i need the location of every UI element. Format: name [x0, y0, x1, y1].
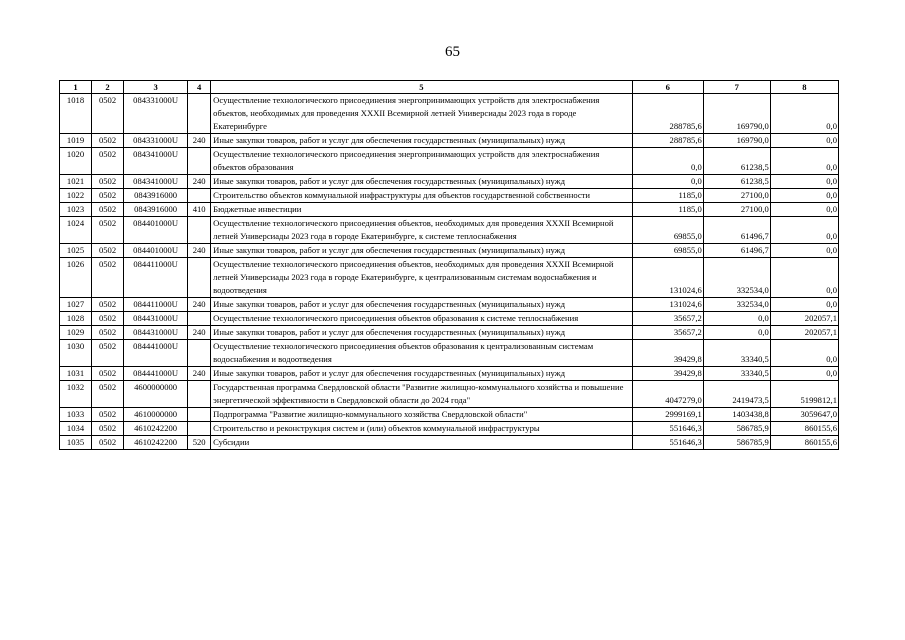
amount-col7-cell: 61238,5 — [703, 175, 770, 189]
amount-col6-cell: 288785,6 — [632, 94, 703, 134]
budget-table — [59, 80, 839, 450]
column-header: 1 — [60, 81, 92, 94]
target-article-code-cell: 084341000U — [124, 175, 188, 189]
item-name-cell: Осуществление технологического присоединения объектов, необходимых для проведения XXXII Всемирной летней Универсиады 2023 года в городе Екатеринбурге, к централизованным системам водоснабжения и водоотведения — [211, 258, 633, 298]
row-number-cell: 1034 — [60, 422, 92, 436]
row-number-cell: 1028 — [60, 312, 92, 326]
expense-type-code-cell — [188, 217, 211, 244]
amount-col6-cell: 551646,3 — [632, 436, 703, 450]
target-article-code-cell: 084331000U — [124, 94, 188, 134]
amount-col7-cell: 0,0 — [703, 312, 770, 326]
item-name-cell: Осуществление технологического присоединения энергопринимающих устройств для электроснабжения объектов образования — [211, 148, 633, 175]
section-code-cell: 0502 — [92, 381, 124, 408]
column-header: 5 — [211, 81, 633, 94]
item-name-cell: Осуществление технологического присоединения энергопринимающих устройств для электроснабжения объектов, необходимых для проведения XXXII Всемирной летней Универсиады 2023 года в городе Екатеринбурге — [211, 94, 633, 134]
section-code-cell: 0502 — [92, 298, 124, 312]
header-row — [60, 81, 839, 94]
target-article-code-cell: 084441000U — [124, 340, 188, 367]
item-name-cell: Государственная программа Свердловской области "Развитие жилищно-коммунального хозяйства и повышение энергетической эффективности в Свердловской области до 2024 года" — [211, 381, 633, 408]
item-name-cell: Осуществление технологического присоединения объектов образования к централизованным системам водоснабжения и водоотведения — [211, 340, 633, 367]
table-row — [60, 94, 839, 134]
section-code-cell: 0502 — [92, 148, 124, 175]
column-header: 4 — [188, 81, 211, 94]
target-article-code-cell: 084431000U — [124, 326, 188, 340]
section-code-cell: 0502 — [92, 175, 124, 189]
row-number-cell: 1027 — [60, 298, 92, 312]
expense-type-code-cell — [188, 340, 211, 367]
amount-col7-cell: 27100,0 — [703, 189, 770, 203]
row-number-cell: 1030 — [60, 340, 92, 367]
amount-col7-cell: 33340,5 — [703, 367, 770, 381]
section-code-cell: 0502 — [92, 189, 124, 203]
column-header: 6 — [632, 81, 703, 94]
amount-col8-cell: 0,0 — [770, 258, 838, 298]
column-header: 3 — [124, 81, 188, 94]
target-article-code-cell: 0843916000 — [124, 189, 188, 203]
amount-col7-cell: 332534,0 — [703, 298, 770, 312]
section-code-cell: 0502 — [92, 312, 124, 326]
section-code-cell: 0502 — [92, 217, 124, 244]
amount-col6-cell: 1185,0 — [632, 203, 703, 217]
amount-col6-cell: 35657,2 — [632, 312, 703, 326]
amount-col7-cell: 2419473,5 — [703, 381, 770, 408]
amount-col7-cell: 169790,0 — [703, 94, 770, 134]
row-number-cell: 1032 — [60, 381, 92, 408]
amount-col7-cell: 61496,7 — [703, 244, 770, 258]
amount-col6-cell: 551646,3 — [632, 422, 703, 436]
section-code-cell: 0502 — [92, 408, 124, 422]
item-name-cell: Иные закупки товаров, работ и услуг для обеспечения государственных (муниципальных) нужд — [211, 298, 633, 312]
section-code-cell: 0502 — [92, 244, 124, 258]
amount-col6-cell: 0,0 — [632, 175, 703, 189]
page-number: 65 — [445, 44, 460, 60]
section-code-cell: 0502 — [92, 367, 124, 381]
amount-col6-cell: 288785,6 — [632, 134, 703, 148]
section-code-cell: 0502 — [92, 94, 124, 134]
expense-type-code-cell: 520 — [188, 436, 211, 450]
amount-col8-cell: 3059647,0 — [770, 408, 838, 422]
row-number-cell: 1020 — [60, 148, 92, 175]
amount-col8-cell: 5199812,1 — [770, 381, 838, 408]
table-row — [60, 298, 839, 312]
item-name-cell: Строительство и реконструкция систем и (или) объектов коммунальной инфраструктуры — [211, 422, 633, 436]
item-name-cell: Подпрограмма "Развитие жилищно-коммунального хозяйства Свердловской области" — [211, 408, 633, 422]
amount-col7-cell: 61238,5 — [703, 148, 770, 175]
item-name-cell: Иные закупки товаров, работ и услуг для обеспечения государственных (муниципальных) нужд — [211, 367, 633, 381]
amount-col6-cell: 2999169,1 — [632, 408, 703, 422]
row-number-cell: 1018 — [60, 94, 92, 134]
table-row — [60, 436, 839, 450]
expense-type-code-cell — [188, 189, 211, 203]
amount-col8-cell: 202057,1 — [770, 326, 838, 340]
target-article-code-cell: 4610242200 — [124, 422, 188, 436]
table-row — [60, 217, 839, 244]
table-row — [60, 326, 839, 340]
amount-col7-cell: 169790,0 — [703, 134, 770, 148]
amount-col8-cell: 0,0 — [770, 94, 838, 134]
table-row — [60, 381, 839, 408]
amount-col6-cell: 35657,2 — [632, 326, 703, 340]
section-code-cell: 0502 — [92, 326, 124, 340]
section-code-cell: 0502 — [92, 340, 124, 367]
column-header: 7 — [703, 81, 770, 94]
amount-col6-cell: 39429,8 — [632, 367, 703, 381]
amount-col8-cell: 0,0 — [770, 244, 838, 258]
item-name-cell: Осуществление технологического присоединения объектов, необходимых для проведения XXXII Всемирной летней Универсиады 2023 года в городе Екатеринбурге, к системе теплоснабжения — [211, 217, 633, 244]
amount-col7-cell: 0,0 — [703, 326, 770, 340]
amount-col6-cell: 0,0 — [632, 148, 703, 175]
section-code-cell: 0502 — [92, 436, 124, 450]
item-name-cell: Иные закупки товаров, работ и услуг для обеспечения государственных (муниципальных) нужд — [211, 134, 633, 148]
expense-type-code-cell — [188, 258, 211, 298]
amount-col8-cell: 0,0 — [770, 148, 838, 175]
column-header: 2 — [92, 81, 124, 94]
expense-type-code-cell: 410 — [188, 203, 211, 217]
table-row — [60, 203, 839, 217]
table-row — [60, 244, 839, 258]
amount-col8-cell: 860155,6 — [770, 422, 838, 436]
amount-col8-cell: 0,0 — [770, 298, 838, 312]
target-article-code-cell: 084401000U — [124, 217, 188, 244]
amount-col8-cell: 860155,6 — [770, 436, 838, 450]
item-name-cell: Бюджетные инвестиции — [211, 203, 633, 217]
amount-col8-cell: 0,0 — [770, 203, 838, 217]
amount-col6-cell: 39429,8 — [632, 340, 703, 367]
table-row — [60, 189, 839, 203]
row-number-cell: 1019 — [60, 134, 92, 148]
row-number-cell: 1024 — [60, 217, 92, 244]
expense-type-code-cell: 240 — [188, 175, 211, 189]
amount-col7-cell: 27100,0 — [703, 203, 770, 217]
target-article-code-cell: 084411000U — [124, 298, 188, 312]
expense-type-code-cell — [188, 148, 211, 175]
expense-type-code-cell: 240 — [188, 298, 211, 312]
amount-col7-cell: 61496,7 — [703, 217, 770, 244]
item-name-cell: Иные закупки товаров, работ и услуг для обеспечения государственных (муниципальных) нужд — [211, 244, 633, 258]
expense-type-code-cell: 240 — [188, 244, 211, 258]
row-number-cell: 1023 — [60, 203, 92, 217]
row-number-cell: 1026 — [60, 258, 92, 298]
section-code-cell: 0502 — [92, 258, 124, 298]
row-number-cell: 1025 — [60, 244, 92, 258]
row-number-cell: 1029 — [60, 326, 92, 340]
item-name-cell: Субсидии — [211, 436, 633, 450]
item-name-cell: Осуществление технологического присоединения объектов образования к системе теплоснабжения — [211, 312, 633, 326]
table-row — [60, 340, 839, 367]
amount-col8-cell: 0,0 — [770, 340, 838, 367]
amount-col7-cell: 33340,5 — [703, 340, 770, 367]
target-article-code-cell: 084431000U — [124, 312, 188, 326]
amount-col6-cell: 1185,0 — [632, 189, 703, 203]
table-row — [60, 367, 839, 381]
expense-type-code-cell: 240 — [188, 367, 211, 381]
table-row — [60, 148, 839, 175]
table-row — [60, 422, 839, 436]
target-article-code-cell: 4610000000 — [124, 408, 188, 422]
amount-col8-cell: 0,0 — [770, 367, 838, 381]
row-number-cell: 1022 — [60, 189, 92, 203]
item-name-cell: Иные закупки товаров, работ и услуг для обеспечения государственных (муниципальных) нужд — [211, 326, 633, 340]
expense-type-code-cell — [188, 408, 211, 422]
expense-type-code-cell — [188, 381, 211, 408]
row-number-cell: 1035 — [60, 436, 92, 450]
amount-col7-cell: 332534,0 — [703, 258, 770, 298]
expense-type-code-cell — [188, 94, 211, 134]
target-article-code-cell: 084441000U — [124, 367, 188, 381]
item-name-cell: Строительство объектов коммунальной инфраструктуры для объектов государственной собственности — [211, 189, 633, 203]
section-code-cell: 0502 — [92, 203, 124, 217]
amount-col8-cell: 0,0 — [770, 217, 838, 244]
table-row — [60, 258, 839, 298]
amount-col7-cell: 1403438,8 — [703, 408, 770, 422]
target-article-code-cell: 4610242200 — [124, 436, 188, 450]
amount-col6-cell: 69855,0 — [632, 244, 703, 258]
amount-col6-cell: 131024,6 — [632, 298, 703, 312]
target-article-code-cell: 0843916000 — [124, 203, 188, 217]
amount-col7-cell: 586785,9 — [703, 436, 770, 450]
row-number-cell: 1033 — [60, 408, 92, 422]
table-row — [60, 312, 839, 326]
amount-col8-cell: 0,0 — [770, 134, 838, 148]
target-article-code-cell: 084331000U — [124, 134, 188, 148]
amount-col8-cell: 202057,1 — [770, 312, 838, 326]
section-code-cell: 0502 — [92, 422, 124, 436]
amount-col8-cell: 0,0 — [770, 175, 838, 189]
amount-col7-cell: 586785,9 — [703, 422, 770, 436]
table-row — [60, 175, 839, 189]
amount-col6-cell: 69855,0 — [632, 217, 703, 244]
expense-type-code-cell: 240 — [188, 326, 211, 340]
row-number-cell: 1021 — [60, 175, 92, 189]
item-name-cell: Иные закупки товаров, работ и услуг для обеспечения государственных (муниципальных) нужд — [211, 175, 633, 189]
amount-col8-cell: 0,0 — [770, 189, 838, 203]
expense-type-code-cell: 240 — [188, 134, 211, 148]
target-article-code-cell: 4600000000 — [124, 381, 188, 408]
table-row — [60, 134, 839, 148]
amount-col6-cell: 4047279,0 — [632, 381, 703, 408]
expense-type-code-cell — [188, 312, 211, 326]
expense-type-code-cell — [188, 422, 211, 436]
table-row — [60, 408, 839, 422]
section-code-cell: 0502 — [92, 134, 124, 148]
row-number-cell: 1031 — [60, 367, 92, 381]
target-article-code-cell: 084341000U — [124, 148, 188, 175]
column-header: 8 — [770, 81, 838, 94]
amount-col6-cell: 131024,6 — [632, 258, 703, 298]
target-article-code-cell: 084411000U — [124, 258, 188, 298]
target-article-code-cell: 084401000U — [124, 244, 188, 258]
